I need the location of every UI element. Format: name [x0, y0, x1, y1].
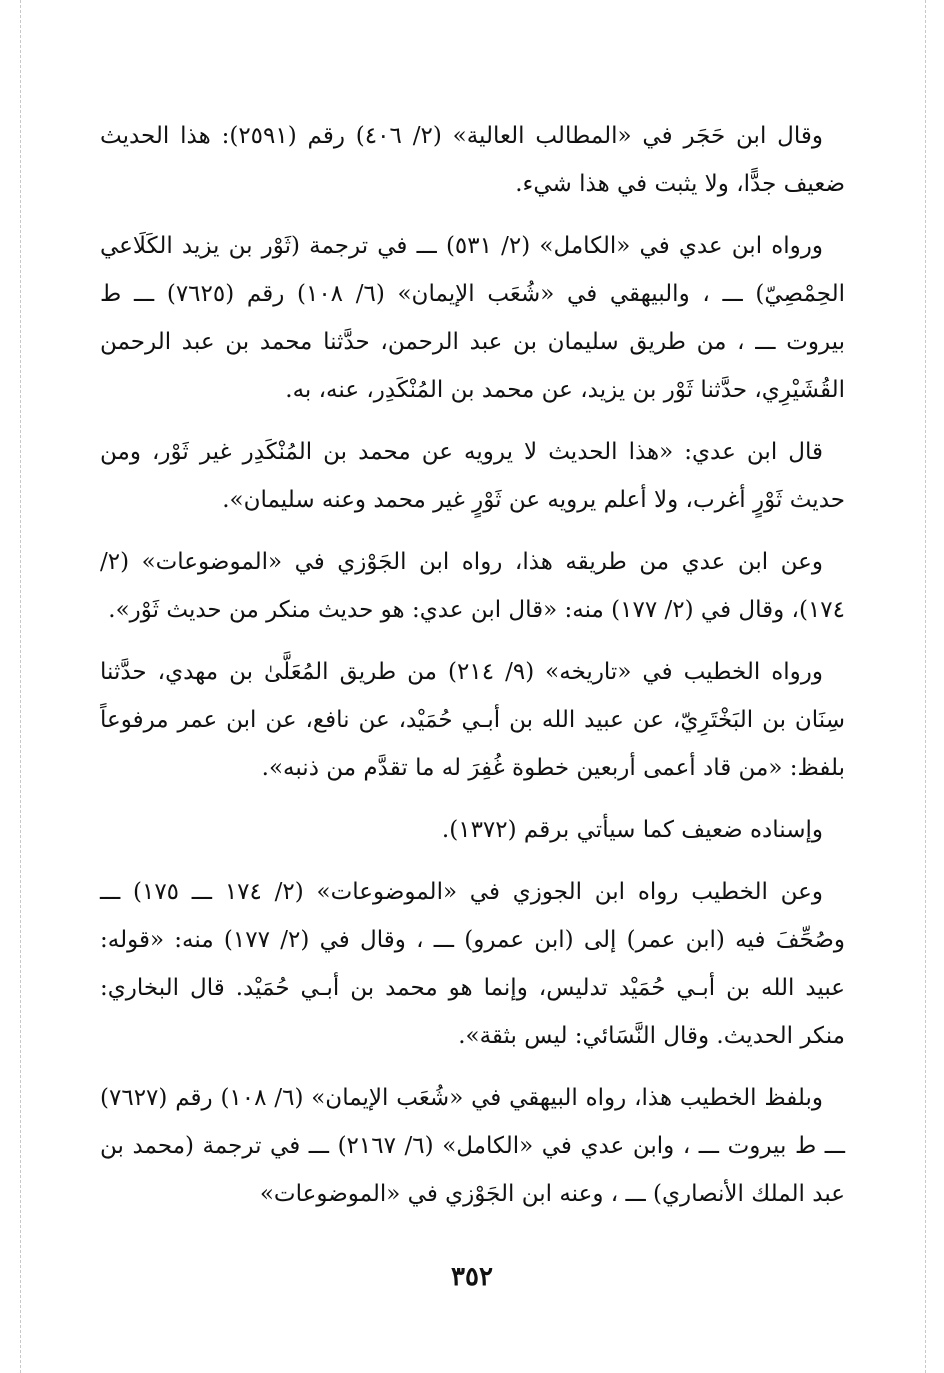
body-text	[100, 112, 845, 1232]
paragraph: وإسناده ضعيف كما سيأتي برقم (١٣٧٢).	[441, 817, 823, 843]
paragraph: ورواه الخطيب في «تاريخه» (٩/ ٢١٤) من طريق المُعَلَّىٰ بن مهدي، حدَّثنا سِنَان بن البَخْتَرِيّ، عن عبيد الله بن أبـي حُمَيْد، عن نافع، عن ابن عمر مرفوعاً بلفظ: «من قاد أعمى أربعين خطوة غُفِرَ له ما تقدَّم من ذنبه».	[100, 659, 845, 781]
paragraph: ورواه ابن عدي في «الكامل» (٢/ ٥٣١) ـــ في ترجمة (ثَوْر بن يزيد الكَلَاعي الحِمْصِيّ) ـــ ، والبيهقي في «شُعَب الإيمان» (٦/ ١٠٨) رقم (٧٦٢٥) ـــ ط بيروت ـــ ، من طريق سليمان بن عبد الرحمن، حدَّثنا محمد بن عبد الرحمن القُشَيْرِي، حدَّثنا ثَوْر بن يزيد، عن محمد بن المُنْكَدِر، عنه، به.	[100, 233, 845, 403]
paragraph: وعن الخطيب رواه ابن الجوزي في «الموضوعات» (٢/ ١٧٤ ـــ ١٧٥) ـــ وصُحِّفَ فيه (ابن عمر) إلى (ابن عمرو) ـــ ، وقال في (٢/ ١٧٧) منه: «قوله: عبيد الله بن أبـي حُمَيْد تدليس، وإنما هو محمد بن أبـي حُمَيْد. قال البخاري: منكر الحديث. وقال النَّسَائي: ليس بثقة».	[100, 879, 845, 1049]
scan-margin-line-left	[20, 0, 21, 1373]
paragraph: قال ابن عدي: «هذا الحديث لا يرويه عن محمد بن المُنْكَدِر غير ثَوْر، ومن حديث ثَوْرٍ أغرب، ولا أعلم يرويه عن ثَوْرٍ غير محمد وعنه سليمان».	[100, 439, 845, 513]
scan-margin-line-right	[925, 0, 926, 1373]
paragraph: وعن ابن عدي من طريقه هذا، رواه ابن الجَوْزي في «الموضوعات» (٢/ ١٧٤)، وقال في (٢/ ١٧٧) منه: «قال ابن عدي: هو حديث منكر من حديث ثَوْر».	[100, 549, 845, 623]
page-number: ٣٥٢	[451, 1262, 493, 1292]
paragraph: وقال ابن حَجَر في «المطالب العالية» (٢/ ٤٠٦) رقم (٢٥٩١): هذا الحديث ضعيف جدًّا، ولا يثبت في هذا شيء.	[100, 123, 845, 197]
paragraph: وبلفظ الخطيب هذا، رواه البيهقي في «شُعَب الإيمان» (٦/ ١٠٨) رقم (٧٦٢٧) ـــ ط بيروت ـــ ، وابن عدي في «الكامل» (٦/ ٢١٦٧) ـــ في ترجمة (محمد بن عبد الملك الأنصاري) ـــ ، وعنه ابن الجَوْزي في «الموضوعات»	[100, 1085, 846, 1207]
